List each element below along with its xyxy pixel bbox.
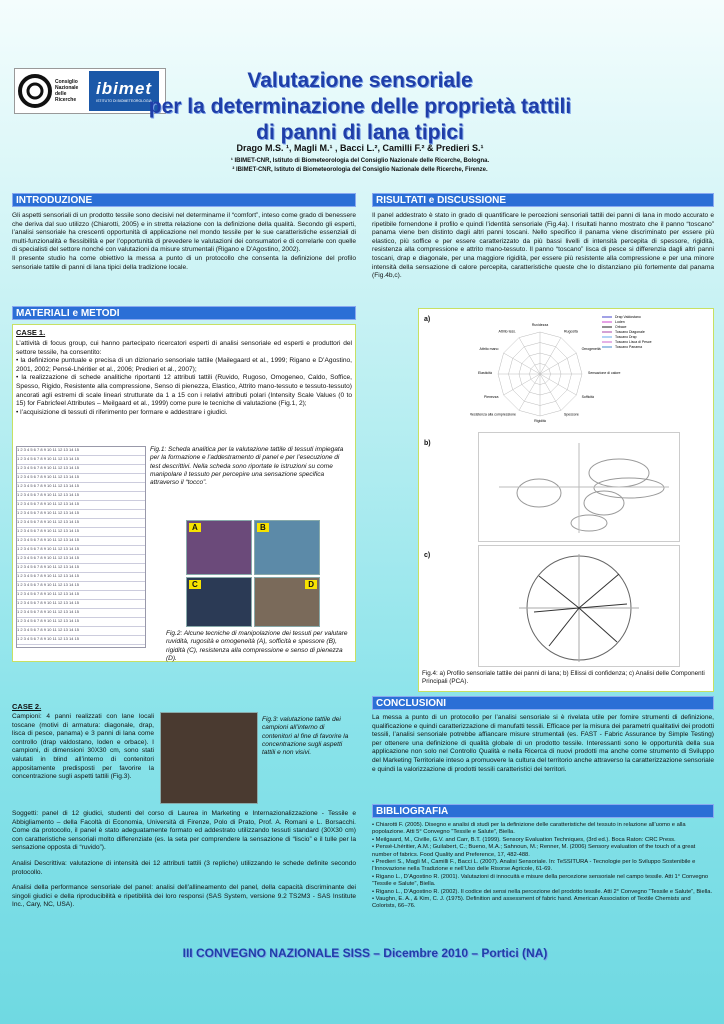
cnr-logo-text: Consiglio Nazionale delle Ricerche	[55, 79, 79, 103]
case1-title: CASE 1.	[16, 328, 46, 337]
bibliography-list	[372, 822, 714, 911]
poster-title: Valutazione sensoriale per la determinazione delle proprietà tattili di panni di lana tipici	[148, 69, 572, 144]
radar-chart	[470, 312, 710, 436]
authors: Drago M.S. ¹, Magli M.¹ , Bacci L.², Camilli F.² & Predieri S.¹	[236, 143, 484, 153]
radar-axis-label: Rigidità	[534, 419, 546, 423]
scoresheet-row: 1 2 3 4 5 6 7 8 9 10 11 12 13 14 15	[17, 600, 145, 609]
conference-footer: III CONVEGNO NAZIONALE SISS – Dicembre 2010 – Portici (NA)	[182, 946, 548, 960]
radar-axis-label: Ruvidezza	[531, 323, 549, 327]
case2-title: CASE 2.	[12, 702, 42, 711]
methods-heading: MATERIALI e METODI	[12, 306, 356, 320]
photo-c-label: C	[189, 580, 201, 589]
photo-a	[186, 520, 252, 575]
conclusions-heading: CONCLUSIONI	[372, 696, 714, 710]
affiliations: ¹ IBIMET-CNR, Istituto di Biometeorologia del Consiglio Nazionale delle Ricerche, Bologna. ² IBIMET-CNR, Istituto di Biometeorologia del Consiglio Nazionale delle Ricerche, Firenze.	[230, 158, 490, 173]
radar-axis-label: Elasticità	[477, 371, 492, 375]
pca-svg	[479, 546, 679, 666]
scoresheet-row: 1 2 3 4 5 6 7 8 9 10 11 12 13 14 15	[17, 519, 145, 528]
legend-entry: Orbace	[615, 325, 627, 329]
scoresheet-row: 1 2 3 4 5 6 7 8 9 10 11 12 13 14 15	[17, 447, 145, 456]
cnr-logo-mark	[17, 73, 53, 109]
scoresheet-row: 1 2 3 4 5 6 7 8 9 10 11 12 13 14 15	[17, 483, 145, 492]
loading-vector	[534, 608, 579, 612]
bib-item: • Rigano L., D’Agostino R. (2002). Il codice dei sensi nella percezione del prodotto tessile. Atti 2° Convegno “Tessile e Salute”, Biella.	[372, 888, 713, 895]
bibliography-heading: BIBLIOGRAFIA	[372, 804, 714, 818]
results-heading: RISULTATI e DISCUSSIONE	[372, 193, 714, 207]
radar-spoke	[540, 353, 576, 374]
fig2-caption: Fig.2: Alcune tecniche di manipolazione dei tessuti per valutare ruvidità, rugosità e omogeneità (A), sofficità e spessore (B), rigidità (C), resistenza alla compressione e senso di pienezza (D).	[166, 630, 348, 662]
photo-b-label: B	[257, 523, 269, 532]
scoresheet-rows	[17, 447, 145, 645]
legend-entry: Loden	[615, 320, 625, 324]
scoresheet-row: 1 2 3 4 5 6 7 8 9 10 11 12 13 14 15	[17, 501, 145, 510]
photo-b	[254, 520, 320, 575]
legend-entry: Toscano Panama	[615, 345, 643, 349]
radar-legend	[602, 315, 652, 349]
bib-item: • Meilgaard, M., Civille, G.V. and Carr, B.T. (1999). Sensory Evaluation Techniques, (3rd ed.). Boca Raton: CRC Press.	[372, 836, 676, 843]
photo-a-label: A	[189, 523, 201, 532]
legend-entry: Toscano Drap	[615, 335, 637, 339]
scoresheet-row: 1 2 3 4 5 6 7 8 9 10 11 12 13 14 15	[17, 636, 145, 645]
radar-spoke	[519, 374, 540, 410]
radar-axis-label: Attrito tess.	[498, 329, 516, 334]
scoresheet-row: 1 2 3 4 5 6 7 8 9 10 11 12 13 14 15	[17, 546, 145, 555]
cnr-logo	[15, 71, 55, 111]
ibimet-logo: ibimet ISTITUTO DI BIOMETEOROLOGIA	[89, 71, 159, 111]
scoresheet-row: 1 2 3 4 5 6 7 8 9 10 11 12 13 14 15	[17, 510, 145, 519]
confidence-ellipses-plot	[478, 432, 680, 542]
bib-item: • Rigano L., D’Agostino R. (2001). Valutazioni di innocuità e misure della percezione sensoriale nel campo tessile. Atti 1° Convegno “Tessile e Salute”, Biella.	[372, 873, 709, 888]
scoresheet-row: 1 2 3 4 5 6 7 8 9 10 11 12 13 14 15	[17, 627, 145, 636]
loading-vector	[579, 574, 619, 608]
radar-spoke	[504, 353, 540, 374]
confidence-ellipse	[517, 479, 561, 507]
loading-vector	[579, 604, 627, 608]
scoresheet-row: 1 2 3 4 5 6 7 8 9 10 11 12 13 14 15	[17, 537, 145, 546]
radar-axis-label: Resistenza alla compressione	[470, 412, 516, 417]
scoresheet-row: 1 2 3 4 5 6 7 8 9 10 11 12 13 14 15	[17, 564, 145, 573]
radar-axis-labels	[470, 323, 621, 423]
pca-plot	[478, 545, 680, 667]
scoresheet-row: 1 2 3 4 5 6 7 8 9 10 11 12 13 14 15	[17, 591, 145, 600]
bib-item: • Predieri S., Magli M., Camilli F., Bacci L. (2007). Analisi Sensoriale. In: TeSSITURA - Tecnologie per lo Sviluppo Sostenibile e l’Innovazione nella Tradizione e nell’Uso delle Risorse Agricole, 61-69.	[372, 859, 696, 873]
radar-axis-label: Sensazione di calore	[588, 371, 621, 375]
radar-axis-label: Sofficità	[581, 395, 594, 399]
photo-d	[254, 577, 320, 627]
fig3-caption: Fig.3: valutazione tattile dei campioni all’interno di contenitori al fine di favorire la concentrazione sugli aspetti tattili e non visivi.	[262, 716, 349, 757]
results-text: Il panel addestrato è stato in grado di quantificare le percezioni sensoriali tattili dei panni di lana in modo accurato e ripetibile fornendone il profilo e quindi l’identità sensoriale (Fig.4a). I risultati hanno mostrato che il panno “toscano” panama viene ben distinto dagli altri panni toscani. Nello specifico il panama viene discriminato per essere più elastico, più soffice e per essere caratterizzato da più bassi livelli di intensità percepita di spessore, rigidità, resistenza alla compressione e attrito mano-tessuto. Il panno “toscano” lisca di pesce si differenzia dagli altri panni toscani, drap e diagonale, per una maggiore rigidità, per essere più resistente alla compressione e per una minore intensità della sensazione di calore percepita, caratteristiche queste che lo distanziano più fortemente dal panama (Fig.4b,c).	[372, 212, 714, 280]
loading-vector	[579, 608, 617, 642]
intro-heading: INTRODUZIONE	[12, 193, 356, 207]
case2-text: Campioni: 4 panni realizzati con lane locali toscane (motivi di armatura: diagonale, drap, lisca di pesce, panama) e 3 panni di lana come controllo (drap valdostano, loden e orbace). I campioni, di dimensioni 30X30 cm, sono stati valutati in blind all’interno di contenitori appositamente predisposti per favorire la concentrazione sugli aspetti tattili (Fig.3).	[12, 713, 154, 781]
confidence-ellipse	[594, 478, 664, 498]
conclusions-text: La messa a punto di un protocollo per l’analisi sensoriale si è rivelata utile per fornire strumenti di definizione, qualificazione e quindi caratterizzazione di manufatti tessili. Efficace per la misura dei parametri qualitativi dei prodotti tessili, l’analisi sensoriale potrebbe affiancare misure strumentali (es. FAST - Fabric Assurance by Simple Testing) per ottenere una definizione di qualità globale di un prodotto tessile. Interessanti sono le opportunità della sua applicazione non solo nel Controllo Qualità e nella Ricerca di nuovi prodotti ma anche come strumento di Sviluppo del Marketing Territoriale inteso a promuovere la cultura del territorio anche attraverso la caratterizzazione sensoriale e quindi la valorizzazione di prodotti tessili caratteristici dei territori.	[372, 714, 714, 773]
scoresheet-row: 1 2 3 4 5 6 7 8 9 10 11 12 13 14 15	[17, 528, 145, 537]
radar-axis-label: Omogeneità	[581, 347, 601, 351]
bib-item: • Vaughn, E. A., & Kim, C. J. (1975). Definition and assessment of fabric hand. American Association of Textile Chemists and Colorists, 66–76.	[372, 896, 691, 910]
fig1-scoresheet	[16, 446, 146, 648]
radar-axis-label: Rugosità	[564, 329, 578, 334]
scoresheet-row: 1 2 3 4 5 6 7 8 9 10 11 12 13 14 15	[17, 492, 145, 501]
loading-vector	[539, 576, 579, 608]
fig4-caption: Fig.4: a) Profilo sensoriale tattile dei panni di lana; b) Ellissi di confidenza; c) Analisi delle Componenti Principali (PCA).	[422, 670, 705, 685]
descriptive-analysis-text: Analisi Descrittiva: valutazione di intensità dei 12 attributi tattili (3 repliche) utilizzando le schede definite secondo protocollo.	[12, 860, 356, 876]
bib-item: • Chiarotti F. (2005). Disegno e analisi di studi per la definizione delle caratteristiche del tessuto in relazione all’uomo e alla popolazione. Atti 5° Convegno “Tessile e Salute”, Biella.	[372, 822, 686, 836]
legend-entry: Drap Valdostano	[615, 315, 641, 319]
fig1-caption: Fig.1: Scheda analitica per la valutazione tattile di tessuti impiegata per la formazione e l’addestramento di panel e per l’esecuzione di test descrittivi. Nella scheda sono riportate le istruzioni su come manipolare il tessuto per percepire una sensazione specifica attraverso il “tocco”.	[150, 446, 344, 487]
confidence-ellipses-svg	[479, 433, 679, 541]
loading-vector	[549, 608, 579, 646]
panel-performance-text: Analisi della performance sensoriale del panel: analisi dell’allineamento del panel, della capacità discriminante dei singoli giudici e della riproducibilità e ripetibilità dei loro responsi (SAS System, versione 9.2 TS2M3 - SAS Institute Inc., Cary, NC, USA).	[12, 884, 356, 909]
panel-c-label: c)	[424, 552, 431, 559]
radar-axis-label: Spessore	[564, 412, 579, 417]
radar-web	[498, 332, 582, 416]
bib-item: • Pensé-Lhéritier, A.M.; Guilabert, C.; Bueno, M.A.; Sahnoun, M.; Renner, M. (2006) Sensory evaluation of the touch of a great number of fabrics. Food Quality and Preference, 17, 482-488.	[372, 844, 696, 858]
subjects-text: Soggetti: panel di 12 giudici, studenti del corso di Laurea in Marketing e Internazionalizzazione - Tessile e Abbigliamento – della Facoltà di Economia, Università di Firenze, Polo di Prato, Prof. A. Romani e L. Borsacchi. Come da protocollo, il panel è stato adeguatamente formato ed addestrato utilizzando tessuti standard (30X30 cm) con caratteristiche sensoriali molto differenziate (es. la seta per comprendere la sensazione di “liscio” e il tulle per la sensazione opposta di “ruvido”).	[12, 810, 356, 852]
scoresheet-row: 1 2 3 4 5 6 7 8 9 10 11 12 13 14 15	[17, 465, 145, 474]
scoresheet-row: 1 2 3 4 5 6 7 8 9 10 11 12 13 14 15	[17, 609, 145, 618]
intro-text: Gli aspetti sensoriali di un prodotto tessile sono decisivi nel determinarne il “comfort”, inteso come grado di benessere che deriva dal suo utilizzo (Chiarotti, 2005) e in stretta relazione con la definizione della qualità. Secondo gli esperti, l’analisi sensoriale ha crescenti opportunità di applicazione nel mondo tessile per le sue caratteristiche essenziali di multi-funzionalità e flessibilità e per l’opportunità di prevedere le valutazioni dei consumatori e di correlarle con quelle di specialisti del settore nonché con valutazioni da misure strumentali (Rigano e D’Agostino, 2002). Il presente studio ha come obiettivo la messa a punto di un protocollo che consenta la definizione del profilo sensoriale tattile di panni di lana tipici della tradizione locale.	[12, 212, 356, 271]
scoresheet-row: 1 2 3 4 5 6 7 8 9 10 11 12 13 14 15	[17, 582, 145, 591]
panel-b-label: b)	[424, 440, 431, 447]
case1-text: L’attività di focus group, cui hanno partecipato ricercatori esperti di analisi sensoriale ed esperti e produttori del settore tessile, ha consentito: • la definizione puntuale e precisa di un dizionario sensoriale tattile (Mailegaard et al., 1999; Rigano e D’Agostino, 2001, 2002; Pensé-Lhéritier et al., 2006; Predieri et al., 2007); • la realizzazione di schede analitiche riportanti 12 attributi tattili (Ruvido, Rugoso, Omogeneo, Caldo, Soffice, Spesso, Rigido, Resistente alla compressione, Senso di pienezza, Elastico, Attrito mano-tessuto e tessuto-tessuto) ancorati agli estremi di scale lineari strutturate da 1 a 15 con i relativi attributi polari (Intensity Scale Values (0 to 15) for Fabricfeel Attributes – Meilgaard et al., 1999) come pure le tecniche di valutazione (Fig.1, 2); • l’acquisizione di tessuti di riferimento per formare e addestrare i giudici.	[16, 340, 352, 416]
photo-c	[186, 577, 252, 627]
radar-axis-label: Pienezza	[484, 395, 499, 399]
panel-a-label: a)	[424, 316, 431, 323]
legend-entry: Toscano Lisca di Pesce	[615, 340, 652, 344]
scoresheet-row: 1 2 3 4 5 6 7 8 9 10 11 12 13 14 15	[17, 474, 145, 483]
fig3-photo	[160, 712, 258, 804]
scoresheet-row: 1 2 3 4 5 6 7 8 9 10 11 12 13 14 15	[17, 573, 145, 582]
legend-entry: Toscano Diagonale	[615, 330, 645, 334]
radar-axis-label: Attrito mano	[479, 347, 499, 351]
scoresheet-row: 1 2 3 4 5 6 7 8 9 10 11 12 13 14 15	[17, 618, 145, 627]
scoresheet-row: 1 2 3 4 5 6 7 8 9 10 11 12 13 14 15	[17, 555, 145, 564]
confidence-ellipse	[571, 515, 607, 531]
scoresheet-row: 1 2 3 4 5 6 7 8 9 10 11 12 13 14 15	[17, 456, 145, 465]
photo-d-label: D	[305, 580, 317, 589]
